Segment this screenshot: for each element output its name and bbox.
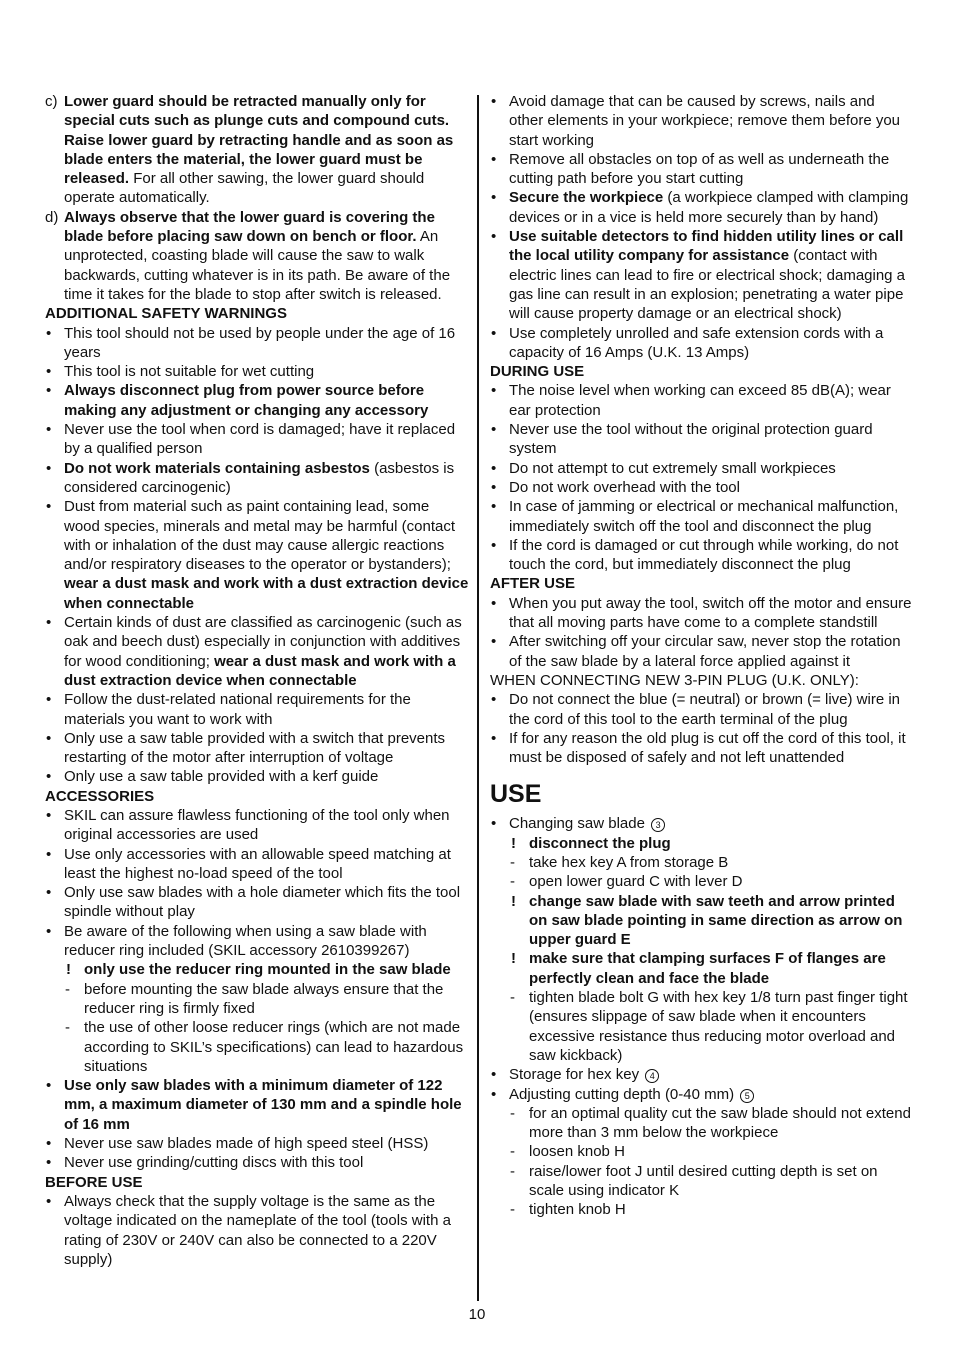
list-item	[490, 92, 912, 150]
page-number: 10	[468, 1306, 486, 1323]
bold-text: wear a dust mask and work with a dust extraction device when connectable	[64, 575, 469, 612]
item-text: This tool is not suitable for wet cutting	[64, 363, 315, 381]
list-item	[45, 729, 469, 768]
list-item	[490, 188, 912, 227]
list-item	[45, 1192, 469, 1269]
item-text: tighten knob H	[529, 1201, 626, 1219]
sub-item	[490, 1104, 912, 1143]
item-text: Only use saw blades with a hole diameter which fits the tool spindle without play	[64, 884, 461, 921]
item-text: If the cord is damaged or cut through while working, do not touch the cord, but immediately disconnect the plug	[509, 536, 899, 574]
list-item	[45, 497, 469, 613]
left-column	[45, 92, 469, 1269]
list-item	[45, 362, 469, 381]
item-text: Only use a saw table provided with a switch that prevents restarting of the motor after interruption of voltage	[64, 729, 446, 767]
item-text: The noise level when working can exceed 85 dB(A); wear ear protection	[509, 382, 891, 419]
sub-item	[490, 1142, 912, 1161]
list-item	[490, 381, 912, 420]
lettered-paragraph	[45, 208, 469, 304]
bold-text: Always observe that the lower guard is covering the blade before placing saw down on bench or floor.	[64, 208, 435, 246]
item-text: (a workpiece clamped with clamping devices or in a vice is held more securely than by hand)	[509, 189, 909, 226]
item-text: If for any reason the old plug is cut off the cord of this tool, it must be disposed of safely and not left unattended	[509, 729, 906, 767]
item-text: Remove all obstacles on top of as well as underneath the cutting path before you start cutting	[509, 150, 890, 188]
list-item	[45, 806, 469, 845]
item-text: SKIL can assure flawless functioning of the tool only when original accessories are used	[64, 806, 450, 844]
item-text: Be aware of the following when using a saw blade with reducer ring included (SKIL accessory 2610399267)	[64, 922, 427, 960]
item-text: Use only accessories with an allowable speed matching at least the highest no-load speed of the tool	[64, 845, 451, 882]
figure-reference-icon: 3	[651, 818, 665, 832]
warning-item	[490, 892, 912, 950]
item-text: for an optimal quality cut the saw blade should not extend more than 3 mm below the workpiece	[529, 1104, 911, 1142]
item-text: (asbestos is considered carcinogenic)	[64, 459, 455, 496]
sub-item	[45, 1018, 469, 1076]
list-item	[490, 594, 912, 633]
item-text: Storage for hex key	[509, 1066, 644, 1084]
item-text: Dust from material such as paint containing lead, some wood species, minerals and metal may be harmful (contact with or inhalation of the dust may cause allergic reactions and/or respiratory diseases to the operator or bystanders);	[64, 498, 456, 574]
section-heading: ACCESSORIES	[45, 787, 155, 805]
figure-reference-icon: 4	[645, 1069, 659, 1083]
item-text: open lower guard C with lever D	[529, 873, 743, 891]
item-text: tighten blade bolt G with hex key 1/8 turn past finger tight (ensures slippage of saw blade when it encounters excessive resistance thus reducing motor overload and saw kickback)	[529, 989, 908, 1064]
list-item	[490, 227, 912, 323]
list-item	[490, 814, 912, 833]
item-text: In case of jamming or electrical or mechanical malfunction, immediately switch off the tool and disconnect the plug	[509, 498, 899, 535]
bold-text: change saw blade with saw teeth and arrow printed on saw blade pointing in same direction as arrow on upper guard E	[529, 892, 903, 949]
bold-text: make sure that clamping surfaces F of flanges are perfectly clean and face the blade	[529, 950, 886, 987]
list-item	[490, 459, 912, 478]
bold-text: Use only saw blades with a minimum diameter of 122 mm, a maximum diameter of 130 mm and a spindle hole of 16 mm	[64, 1077, 462, 1133]
figure-reference-icon: 5	[740, 1089, 754, 1103]
list-item	[490, 478, 912, 497]
item-text: Adjusting cutting depth (0-40 mm)	[509, 1085, 739, 1103]
list-item	[45, 420, 469, 459]
list-item	[45, 883, 469, 922]
list-item	[45, 845, 469, 884]
item-text: For all other sawing, the lower guard should operate automatically.	[64, 170, 425, 207]
item-text: Avoid damage that can be caused by screws, nails and other elements in your workpiece; remove them before you start working	[509, 93, 901, 149]
item-text: Certain kinds of dust are classified as carcinogenic (such as oak and beech dust) especially in conjunction with additives for wood conditioning;	[64, 614, 462, 670]
item-text: Never use the tool when cord is damaged; have it replaced by a qualified person	[64, 421, 456, 458]
right-column	[490, 92, 912, 1220]
item-text: the use of other loose reducer rings (which are not made according to SKIL’s specifications) can lead to hazardous situations	[84, 1019, 464, 1075]
item-text: loosen knob H	[529, 1143, 625, 1161]
list-item	[490, 632, 912, 671]
bold-text: Lower guard should be retracted manually only for special cuts such as plunge cuts and compound cuts. Raise lower guard by retracting handle and as soon as blade enters the material, the lower guard must be released.	[64, 93, 454, 188]
section-label: WHEN CONNECTING NEW 3-PIN PLUG (U.K. ONLY):	[490, 671, 859, 689]
bold-text: Use suitable detectors to find hidden utility lines or call the local utility company for assistance	[509, 228, 904, 265]
warning-item	[490, 949, 912, 988]
bold-text: only use the reducer ring mounted in the saw blade	[84, 961, 451, 979]
list-item	[45, 1153, 469, 1172]
sub-item	[490, 1162, 912, 1201]
section-heading: ADDITIONAL SAFETY WARNINGS	[45, 305, 287, 323]
list-item	[490, 324, 912, 363]
list-item	[490, 536, 912, 575]
sub-item	[490, 872, 912, 891]
list-item	[45, 324, 469, 363]
list-item	[490, 150, 912, 189]
bold-text: disconnect the plug	[529, 834, 671, 852]
paragraph-label: d)	[45, 208, 59, 226]
list-item	[45, 613, 469, 690]
bold-text: Secure the workpiece	[509, 189, 664, 207]
list-item	[490, 729, 912, 768]
bold-text: Do not work materials containing asbestos	[64, 459, 370, 477]
list-item	[490, 420, 912, 459]
item-text: Do not work overhead with the tool	[509, 478, 740, 496]
item-text: When you put away the tool, switch off the motor and ensure that all moving parts have come to a complete standstill	[509, 594, 912, 632]
item-text: Use completely unrolled and safe extension cords with a capacity of 16 Amps (U.K. 13 Amps)	[509, 324, 884, 361]
section-title: USE	[490, 780, 542, 809]
item-text: After switching off your circular saw, never stop the rotation of the saw blade by a lateral force applied against it	[509, 633, 901, 670]
item-text: Never use saw blades made of high speed steel (HSS)	[64, 1135, 429, 1153]
paragraph-label: c)	[45, 93, 58, 110]
warning-item	[45, 960, 469, 979]
item-text: (contact with electric lines can lead to fire or electrical shock; damaging a gas line can result in an explosion; penetrating a water pipe will cause property damage or an electrical shock)	[509, 247, 906, 323]
warning-item	[490, 834, 912, 853]
item-text: Only use a saw table provided with a kerf guide	[64, 768, 379, 786]
item-text: raise/lower foot J until desired cutting depth is set on scale using indicator K	[529, 1162, 878, 1200]
lettered-paragraph	[45, 92, 469, 208]
section-heading: DURING USE	[490, 363, 585, 381]
item-text: Changing saw blade	[509, 815, 650, 833]
item-text: before mounting the saw blade always ensure that the reducer ring is firmly fixed	[84, 980, 444, 1017]
column-divider	[477, 95, 479, 1301]
item-text: Always check that the supply voltage is the same as the voltage indicated on the nameplate of the tool (tools with a rating of 230V or 240V can also be connected to a 220V supply)	[64, 1192, 451, 1268]
bold-text: wear a dust mask and work with a dust extraction device when connectable	[64, 652, 456, 689]
list-item	[45, 922, 469, 961]
item-text: Follow the dust-related national requirements for the materials you want to work with	[64, 691, 411, 728]
list-item	[45, 459, 469, 498]
list-item	[490, 497, 912, 536]
list-item	[45, 1134, 469, 1153]
bold-text: Always disconnect plug from power source before making any adjustment or changing any accessory	[64, 382, 429, 419]
list-item	[45, 690, 469, 729]
sub-item	[490, 1200, 912, 1219]
list-item	[45, 381, 469, 420]
item-text: This tool should not be used by people under the age of 16 years	[64, 324, 456, 361]
sub-item	[490, 853, 912, 872]
list-item	[45, 767, 469, 786]
sub-item	[490, 988, 912, 1065]
sub-item	[45, 980, 469, 1019]
item-text: Do not attempt to cut extremely small workpieces	[509, 459, 836, 477]
item-text: Never use the tool without the original protection guard system	[509, 421, 873, 458]
item-text: Do not connect the blue (= neutral) or brown (= live) wire in the cord of this tool to the earth terminal of the plug	[509, 691, 901, 728]
list-item	[490, 1085, 912, 1104]
section-heading: BEFORE USE	[45, 1173, 143, 1191]
item-text: An unprotected, coasting blade will cause the saw to walk backwards, cutting whatever is in its path. Be aware of the time it takes for the blade to stop after switch is released.	[64, 228, 451, 303]
list-item	[45, 1076, 469, 1134]
list-item	[490, 1065, 912, 1084]
item-text: take hex key A from storage B	[529, 853, 729, 871]
item-text: Never use grinding/cutting discs with this tool	[64, 1154, 364, 1172]
list-item	[490, 690, 912, 729]
section-heading: AFTER USE	[490, 575, 576, 593]
